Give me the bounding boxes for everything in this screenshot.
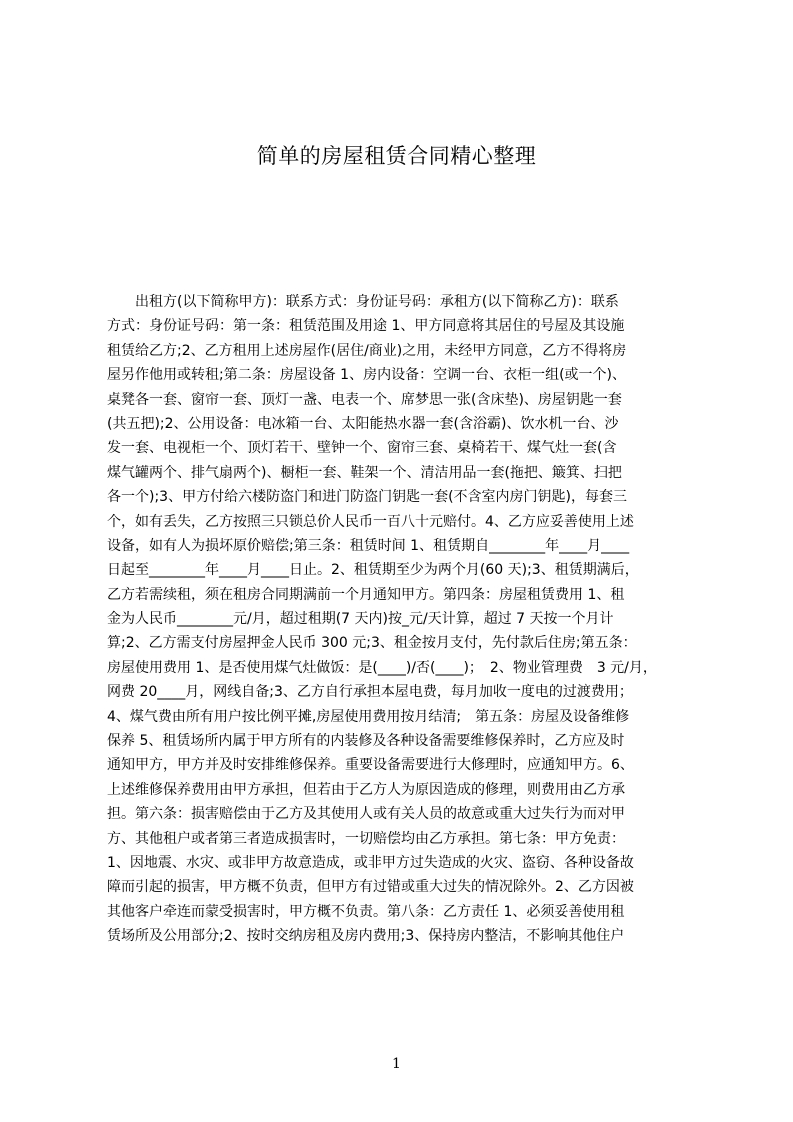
text-line: 4、煤气费由所有用户按比例平摊,房屋使用费用按月结清; 第五条：房屋及设备维修 bbox=[107, 708, 630, 725]
text-line: 各一个);3、甲方付给六楼防盗门和进门防盗门钥匙一套(不含室内房门钥匙)，每套三 bbox=[107, 489, 628, 506]
text-line: 金为人民币________元/月，超过租期(7 天内)按_元/天计算，超过 7 天按一个月计 bbox=[107, 611, 614, 628]
text-line: 出租方(以下简称甲方)：联系方式：身份证号码：承租方(以下简称乙方)：联系 bbox=[107, 294, 619, 310]
text-line: 1、因地震、水灾、或非甲方故意造成，或非甲方过失造成的火灾、盗窃、各种设备故 bbox=[107, 854, 634, 871]
text-line: 上述维修保养费用由甲方承担，但若由于乙方人为原因造成的修理，则费用由乙方承 bbox=[107, 781, 625, 798]
text-line: 煤气罐两个、排气扇两个)、橱柜一套、鞋架一个、清洁用品一套(拖把、簸箕、扫把 bbox=[107, 464, 622, 481]
text-line: 房屋使用费用 1、是否使用煤气灶做饭：是(____)/否(____)； 2、物业管理费 3 元/月， bbox=[107, 659, 657, 676]
text-line: 方式：身份证号码：第一条：租赁范围及用途 1、甲方同意将其居住的号屋及其设施 bbox=[107, 318, 625, 335]
text-line: 发一套、电视柜一个、顶灯若干、壁钟一个、窗帘三套、桌椅若干、煤气灶一套(含 bbox=[107, 440, 617, 457]
text-line: 个，如有丢失，乙方按照三只锁总价人民币一百八十元赔付。4、乙方应妥善使用上述 bbox=[107, 513, 634, 530]
contract-body bbox=[107, 290, 699, 949]
text-line: 其他客户牵连而蒙受损害时，甲方概不负责。第八条：乙方责任 1、必须妥善使用租 bbox=[107, 903, 625, 920]
text-line: 算;2、乙方需支付房屋押金人民币 300 元;3、租金按月支付，先付款后住房;第五条： bbox=[107, 635, 637, 652]
page-number: 1 bbox=[392, 1056, 401, 1072]
text-line: 方、其他租户或者第三者造成损害时，一切赔偿均由乙方承担。第七条：甲方免责： bbox=[107, 830, 625, 847]
text-line: 保养 5、租赁场所内属于甲方所有的内装修及各种设备需要维修保养时，乙方应及时 bbox=[107, 733, 625, 750]
text-line: (共五把);2、公用设备：电冰箱一台、太阳能热水器一套(含浴霸)、饮水机一台、沙 bbox=[107, 415, 619, 432]
text-line: 租赁给乙方;2、乙方租用上述房屋作(居住/商业)之用，未经甲方同意，乙方不得将房 bbox=[107, 342, 627, 359]
text-line: 网费 20____月，网线自备;3、乙方自行承担本屋电费，每月加收一度电的过渡费用； bbox=[107, 684, 633, 701]
text-line: 设备，如有人为损坏原价赔偿;第三条：租赁时间 1、租赁期自________年____月____ bbox=[107, 537, 630, 554]
text-line: 担。第六条：损害赔偿由于乙方及其使用人或有关人员的故意或重大过失行为而对甲 bbox=[107, 806, 625, 823]
text-line: 障而引起的损害，甲方概不负责，但甲方有过错或重大过失的情况除外。2、乙方因被 bbox=[107, 879, 634, 896]
document-title: 简单的房屋租赁合同精心整理 bbox=[256, 144, 537, 168]
text-line: 通知甲方，甲方并及时安排维修保养。重要设备需要进行大修理时，应通知甲方。6、 bbox=[107, 757, 634, 774]
text-line: 赁场所及公用部分;2、按时交纳房租及房内费用;3、保持房内整洁，不影响其他住户 bbox=[107, 928, 625, 945]
text-line: 乙方若需续租，须在租房合同期满前一个月通知甲方。第四条：房屋租赁费用 1、租 bbox=[107, 586, 625, 603]
text-line: 屋另作他用或转租;第二条：房屋设备 1、房内设备：空调一台、衣柜一组(或一个)、 bbox=[107, 367, 626, 384]
text-line: 日起至________年____月____日止。2、租赁期至少为两个月(60 天);3、租赁期满后， bbox=[107, 562, 639, 579]
text-line: 桌凳各一套、窗帘一套、顶灯一盏、电表一个、席梦思一张(含床垫)、房屋钥匙一套 bbox=[107, 391, 622, 408]
